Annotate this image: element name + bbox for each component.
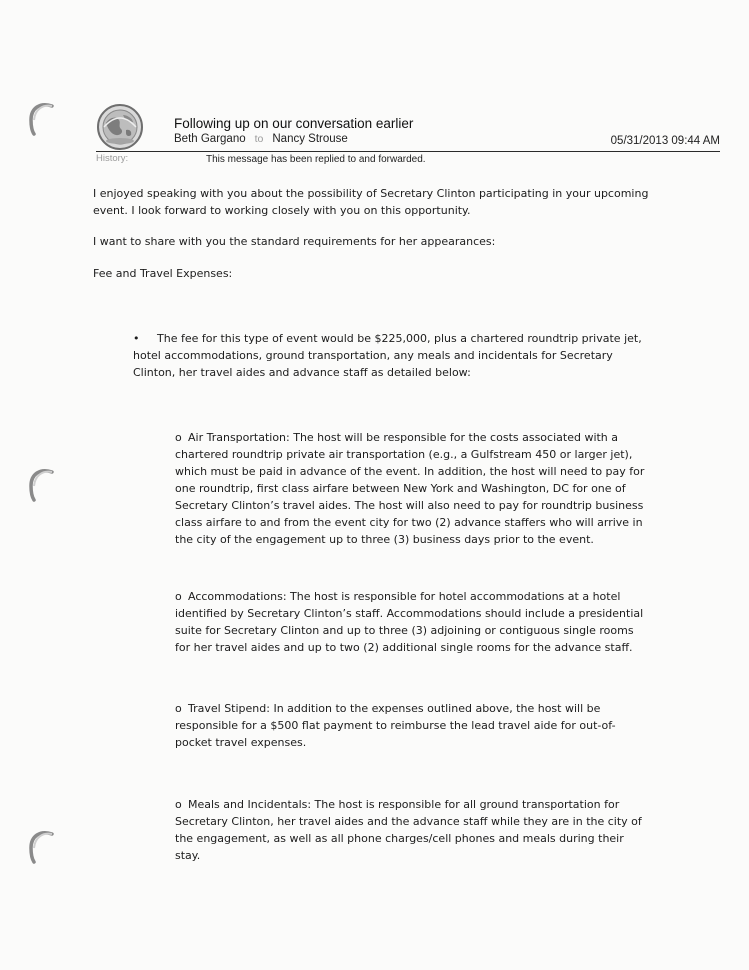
fee-bullet <box>133 330 653 381</box>
sub-item-accommodations <box>175 588 650 656</box>
sub-bullet-icon: o <box>175 590 182 603</box>
history-label: History: <box>96 153 129 164</box>
requirements-intro: I want to share with you the standard requirements for her appearances: <box>93 235 496 248</box>
sub-bullet-icon: o <box>175 431 182 444</box>
email-date: 05/31/2013 09:44 AM <box>610 135 720 147</box>
punch-hole-icon <box>28 828 54 864</box>
intro-paragraph: I enjoyed speaking with you about the possibility of Secretary Clinton participating in your upcoming event. I look forward to working closely with you on this opportunity. <box>93 187 649 217</box>
punch-hole-icon <box>28 466 54 502</box>
sub-bullet-icon: o <box>175 798 182 811</box>
to-label: to <box>254 133 264 145</box>
globe-icon <box>96 103 144 151</box>
header-divider <box>96 151 720 152</box>
email-header <box>96 100 720 168</box>
sub-item-text: Air Transportation: The host will be responsible for the costs associated with a chartered roundtrip private air transportation (e.g., a Gulfstream 450 or larger jet), which must be paid in advance of the event. In addition, the host will need to pay for one roundtrip, first class airfare between New York and Washington, DC for one of Secretary Clinton’s travel aides. The host will also need to pay for roundtrip business class airfare to and from the event city for two (2) advance staffers who will arrive in the city of the engagement up to three (3) business days prior to the event. <box>175 431 645 546</box>
sub-item-travel-stipend <box>175 700 650 751</box>
bullet-icon: • <box>133 332 140 345</box>
fee-heading: Fee and Travel Expenses: <box>93 267 233 280</box>
email-participants <box>174 133 348 145</box>
email-subject: Following up on our conversation earlier <box>174 116 414 131</box>
sub-item-text: Travel Stipend: In addition to the expenses outlined above, the host will be responsible for a $500 flat payment to reimburse the lead travel aide for out-of-pocket travel expenses. <box>175 702 616 749</box>
email-recipient: Nancy Strouse <box>272 133 348 145</box>
sub-item-air-transportation <box>175 429 650 548</box>
sub-bullet-icon: o <box>175 702 182 715</box>
email-sender: Beth Gargano <box>174 133 246 145</box>
history-status: This message has been replied to and forwarded. <box>206 154 426 165</box>
sub-item-text: Meals and Incidentals: The host is responsible for all ground transportation for Secretary Clinton, her travel aides and the advance staff while they are in the city of the engagement, as well as all phone charges/cell phones and meals during their stay. <box>175 798 642 862</box>
sub-item-text: Accommodations: The host is responsible for hotel accommodations at a hotel identified by Secretary Clinton’s staff. Accommodations should include a presidential suite for Secretary Clinton and up to three (3) adjoining or contiguous single rooms for her travel aides and up to two (2) additional single rooms for the advance staff. <box>175 590 644 654</box>
punch-hole-icon <box>28 100 54 136</box>
sub-item-meals-incidentals <box>175 796 650 864</box>
fee-bullet-text: The fee for this type of event would be $225,000, plus a chartered roundtrip private jet, hotel accommodations, ground transportation, any meals and incidentals for Secretary Clinton, her travel aides and advance staff as detailed below: <box>133 332 642 379</box>
